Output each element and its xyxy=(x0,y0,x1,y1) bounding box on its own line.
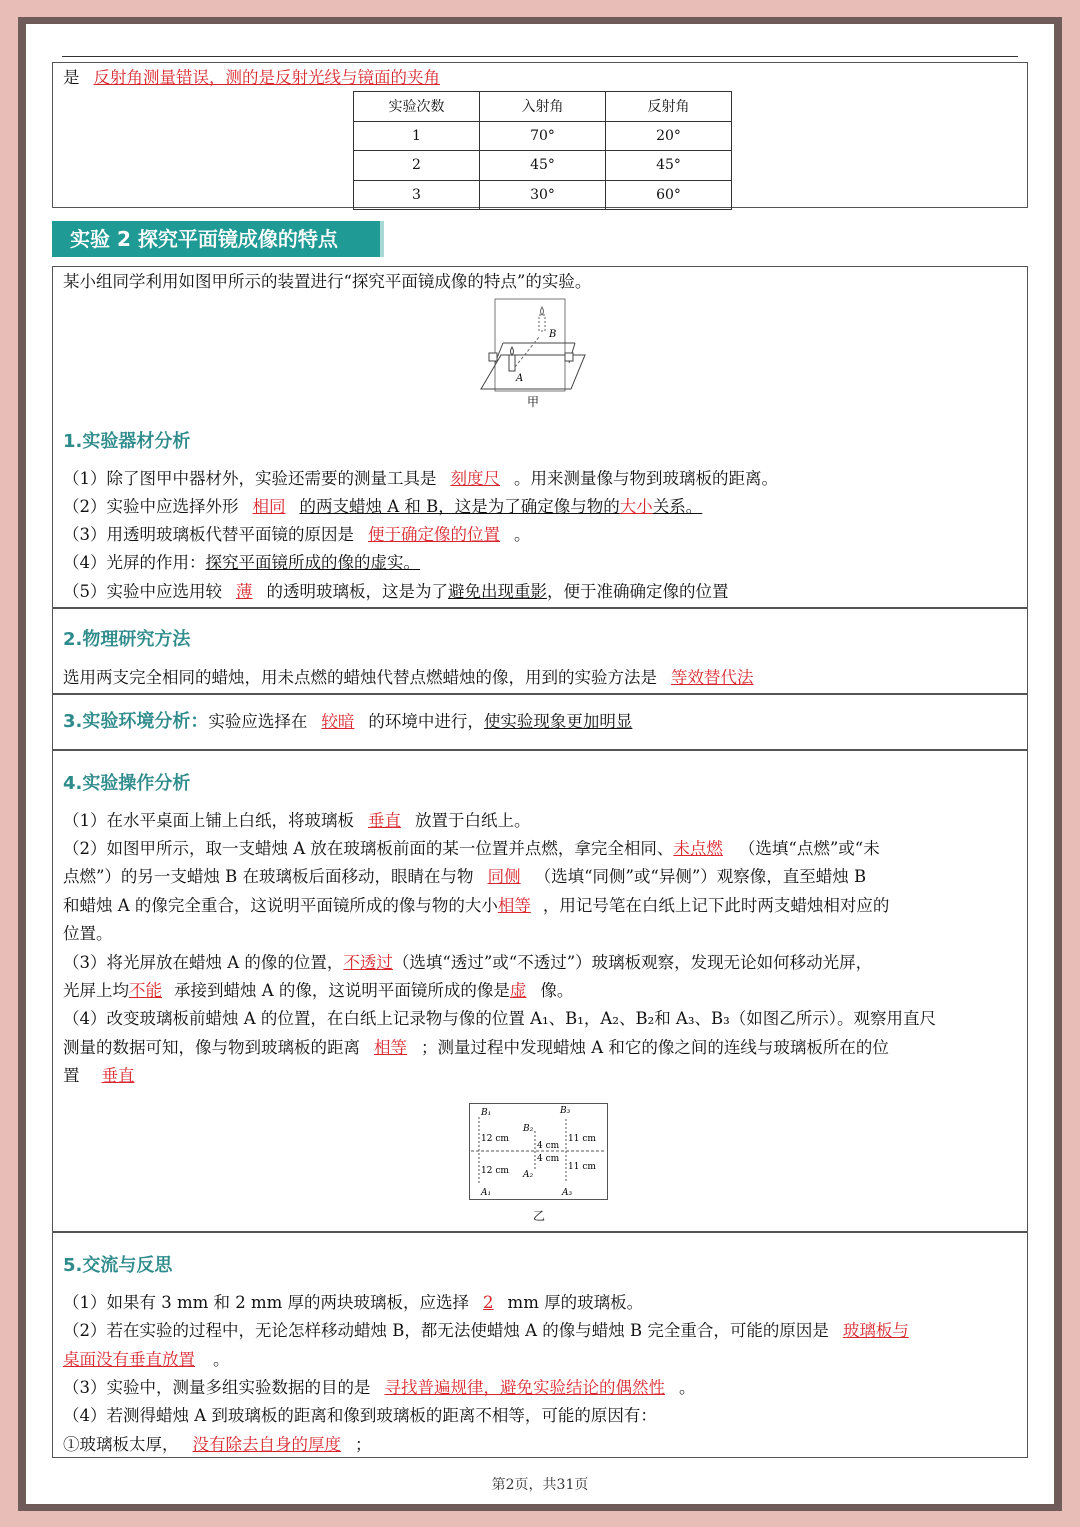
label-4cm-bottom: 4 cm xyxy=(537,1154,560,1164)
divider xyxy=(53,607,1027,609)
experiment-banner: 实验 2 探究平面镜成像的特点 xyxy=(52,221,384,257)
figure-jia xyxy=(473,297,593,407)
s4-l8: （4）改变玻璃板前蜡烛 A 的位置，在白纸上记录物与像的位置 A₁、B₁，A₂、B₂和 A₃、B₃（如图乙所示）。观察用直尺 xyxy=(63,1009,936,1028)
s5-l5: （4）若测得蜡烛 A 到玻璃板的距离和像到玻璃板的距离不相等，可能的原因有： xyxy=(63,1406,657,1425)
s1-q3: （3）用透明玻璃板代替平面镜的原因是 便于确定像的位置 。 xyxy=(63,525,531,544)
s5-l6: ①玻璃板太厚， 没有除去自身的厚度 ； xyxy=(63,1435,372,1454)
s4-l9: 测量的数据可知，像与物到玻璃板的距离 相等 ；测量过程中发现蜡烛 A 和它的像之间的连线与玻璃板所在的位 xyxy=(63,1038,889,1057)
label-b3: B₃ xyxy=(560,1106,571,1116)
label-4cm-top: 4 cm xyxy=(537,1141,560,1151)
label-12cm-top: 12 cm xyxy=(481,1134,509,1144)
previous-answer-box xyxy=(52,62,1028,208)
s1-q2: （2）实验中应选择外形 相同 的两支蜡烛 A 和 B，这是为了确定像与物的大小关系。 xyxy=(63,497,703,516)
figure-yi-caption: 乙 xyxy=(532,1209,545,1223)
s1-q4: （4）光屏的作用：探究平面镜所成的像的虚实。 xyxy=(63,553,420,572)
previous-answer-line: 是 反射角测量错误，测的是反射光线与镜面的夹角 xyxy=(63,65,454,91)
s4-l4: 和蜡烛 A 的像完全重合，这说明平面镜所成的像与物的大小相等 ，用记号笔在白纸上记下此时两支蜡烛相对应的 xyxy=(63,896,890,915)
candle-b xyxy=(539,315,545,331)
table-row: 1 70° 20° xyxy=(354,121,732,151)
s4-l2: （2）如图甲所示，取一支蜡烛 A 放在玻璃板前面的某一位置并点燃，拿完全相同、未点燃 （选填“点燃”或“未 xyxy=(63,839,880,858)
answer: 反射角测量错误，测的是反射光线与镜面的夹角 xyxy=(93,68,440,87)
main-content-box xyxy=(52,266,1028,1458)
label-b: B xyxy=(549,329,557,340)
angle-table xyxy=(353,91,732,210)
s5-l2: （2）若在实验的过程中，无论怎样移动蜡烛 B，都无法使蜡烛 A 的像与蜡烛 B 完全重合，可能的原因是 玻璃板与 xyxy=(63,1321,909,1340)
section-5-heading: 5.交流与反思 xyxy=(63,1255,173,1276)
figure-jia-caption: 甲 xyxy=(526,395,539,409)
s5-l1: （1）如果有 3 mm 和 2 mm 厚的两块玻璃板，应选择 2 mm 厚的玻璃板。 xyxy=(63,1293,644,1312)
s4-l3: 点燃”）的另一支蜡烛 B 在玻璃板后面移动，眼睛在与物 同侧 （选填“同侧”或“异侧”）观察像，直至蜡烛 B xyxy=(63,867,867,886)
s5-l4: （3）实验中，测量多组实验数据的目的是 寻找普遍规律，避免实验结论的偶然性 。 xyxy=(63,1378,696,1397)
section-1-heading: 1.实验器材分析 xyxy=(63,431,191,452)
s4-l7: 光屏上均不能 承接到蜡烛 A 的像，这说明平面镜所成的像是虚 像。 xyxy=(63,981,574,1000)
section-2-heading: 2.物理研究方法 xyxy=(63,629,191,650)
table-header-row: 实验次数 入射角 反射角 xyxy=(354,92,732,122)
label-11cm-bottom: 11 cm xyxy=(568,1162,596,1172)
header-rule xyxy=(62,56,1018,57)
s1-q1: （1）除了图甲中器材外，实验还需要的测量工具是 刻度尺 。用来测量像与物到玻璃板的距离。 xyxy=(63,469,778,488)
divider xyxy=(53,693,1027,695)
label-12cm-bottom: 12 cm xyxy=(481,1166,509,1176)
intro-text: 某小组同学利用如图甲所示的装置进行“探究平面镜成像的特点”的实验。 xyxy=(63,272,592,291)
label-b1: B₁ xyxy=(481,1108,492,1118)
label-a2: A₂ xyxy=(523,1170,534,1180)
s4-l10: 置 垂直 xyxy=(63,1066,135,1085)
candle-a xyxy=(509,355,515,371)
s4-l1: （1）在水平桌面上铺上白纸，将玻璃板 垂直 放置于白纸上。 xyxy=(63,811,531,830)
s4-l6: （3）将光屏放在蜡烛 A 的像的位置，不透过（选填“透过”或“不透过”）玻璃板观察，发现无论如何移动光屏， xyxy=(63,953,873,972)
glass-plate xyxy=(495,299,565,391)
figure-yi xyxy=(469,1103,609,1201)
page-footer: 第2页，共31页 xyxy=(491,1477,589,1493)
table-row: 3 30° 60° xyxy=(354,180,732,210)
s4-l5: 位置。 xyxy=(63,924,113,943)
s3-line: 3.实验环境分析：实验应选择在 较暗 的环境中进行，使实验现象更加明显 xyxy=(63,711,633,732)
s2-text: 选用两支完全相同的蜡烛，用未点燃的蜡烛代替点燃蜡烛的像，用到的实验方法是 等效替代法 xyxy=(63,668,754,687)
label-11cm-top: 11 cm xyxy=(568,1134,596,1144)
section-3-heading: 3.实验环境分析： xyxy=(63,711,209,732)
label-b2: B₂ xyxy=(523,1124,534,1134)
table-row: 2 45° 45° xyxy=(354,151,732,181)
divider xyxy=(53,1231,1027,1233)
label-a1: A₁ xyxy=(481,1188,492,1198)
s1-q5: （5）实验中应选用较 薄 的透明玻璃板，这是为了避免出现重影，便于准确确定像的位置 xyxy=(63,582,729,601)
section-4-heading: 4.实验操作分析 xyxy=(63,773,191,794)
document-page xyxy=(26,24,1054,1504)
s5-l3: 桌面没有垂直放置 。 xyxy=(63,1350,230,1369)
label-a: A xyxy=(516,373,524,384)
label-a3: A₃ xyxy=(562,1188,573,1198)
divider xyxy=(53,749,1027,751)
